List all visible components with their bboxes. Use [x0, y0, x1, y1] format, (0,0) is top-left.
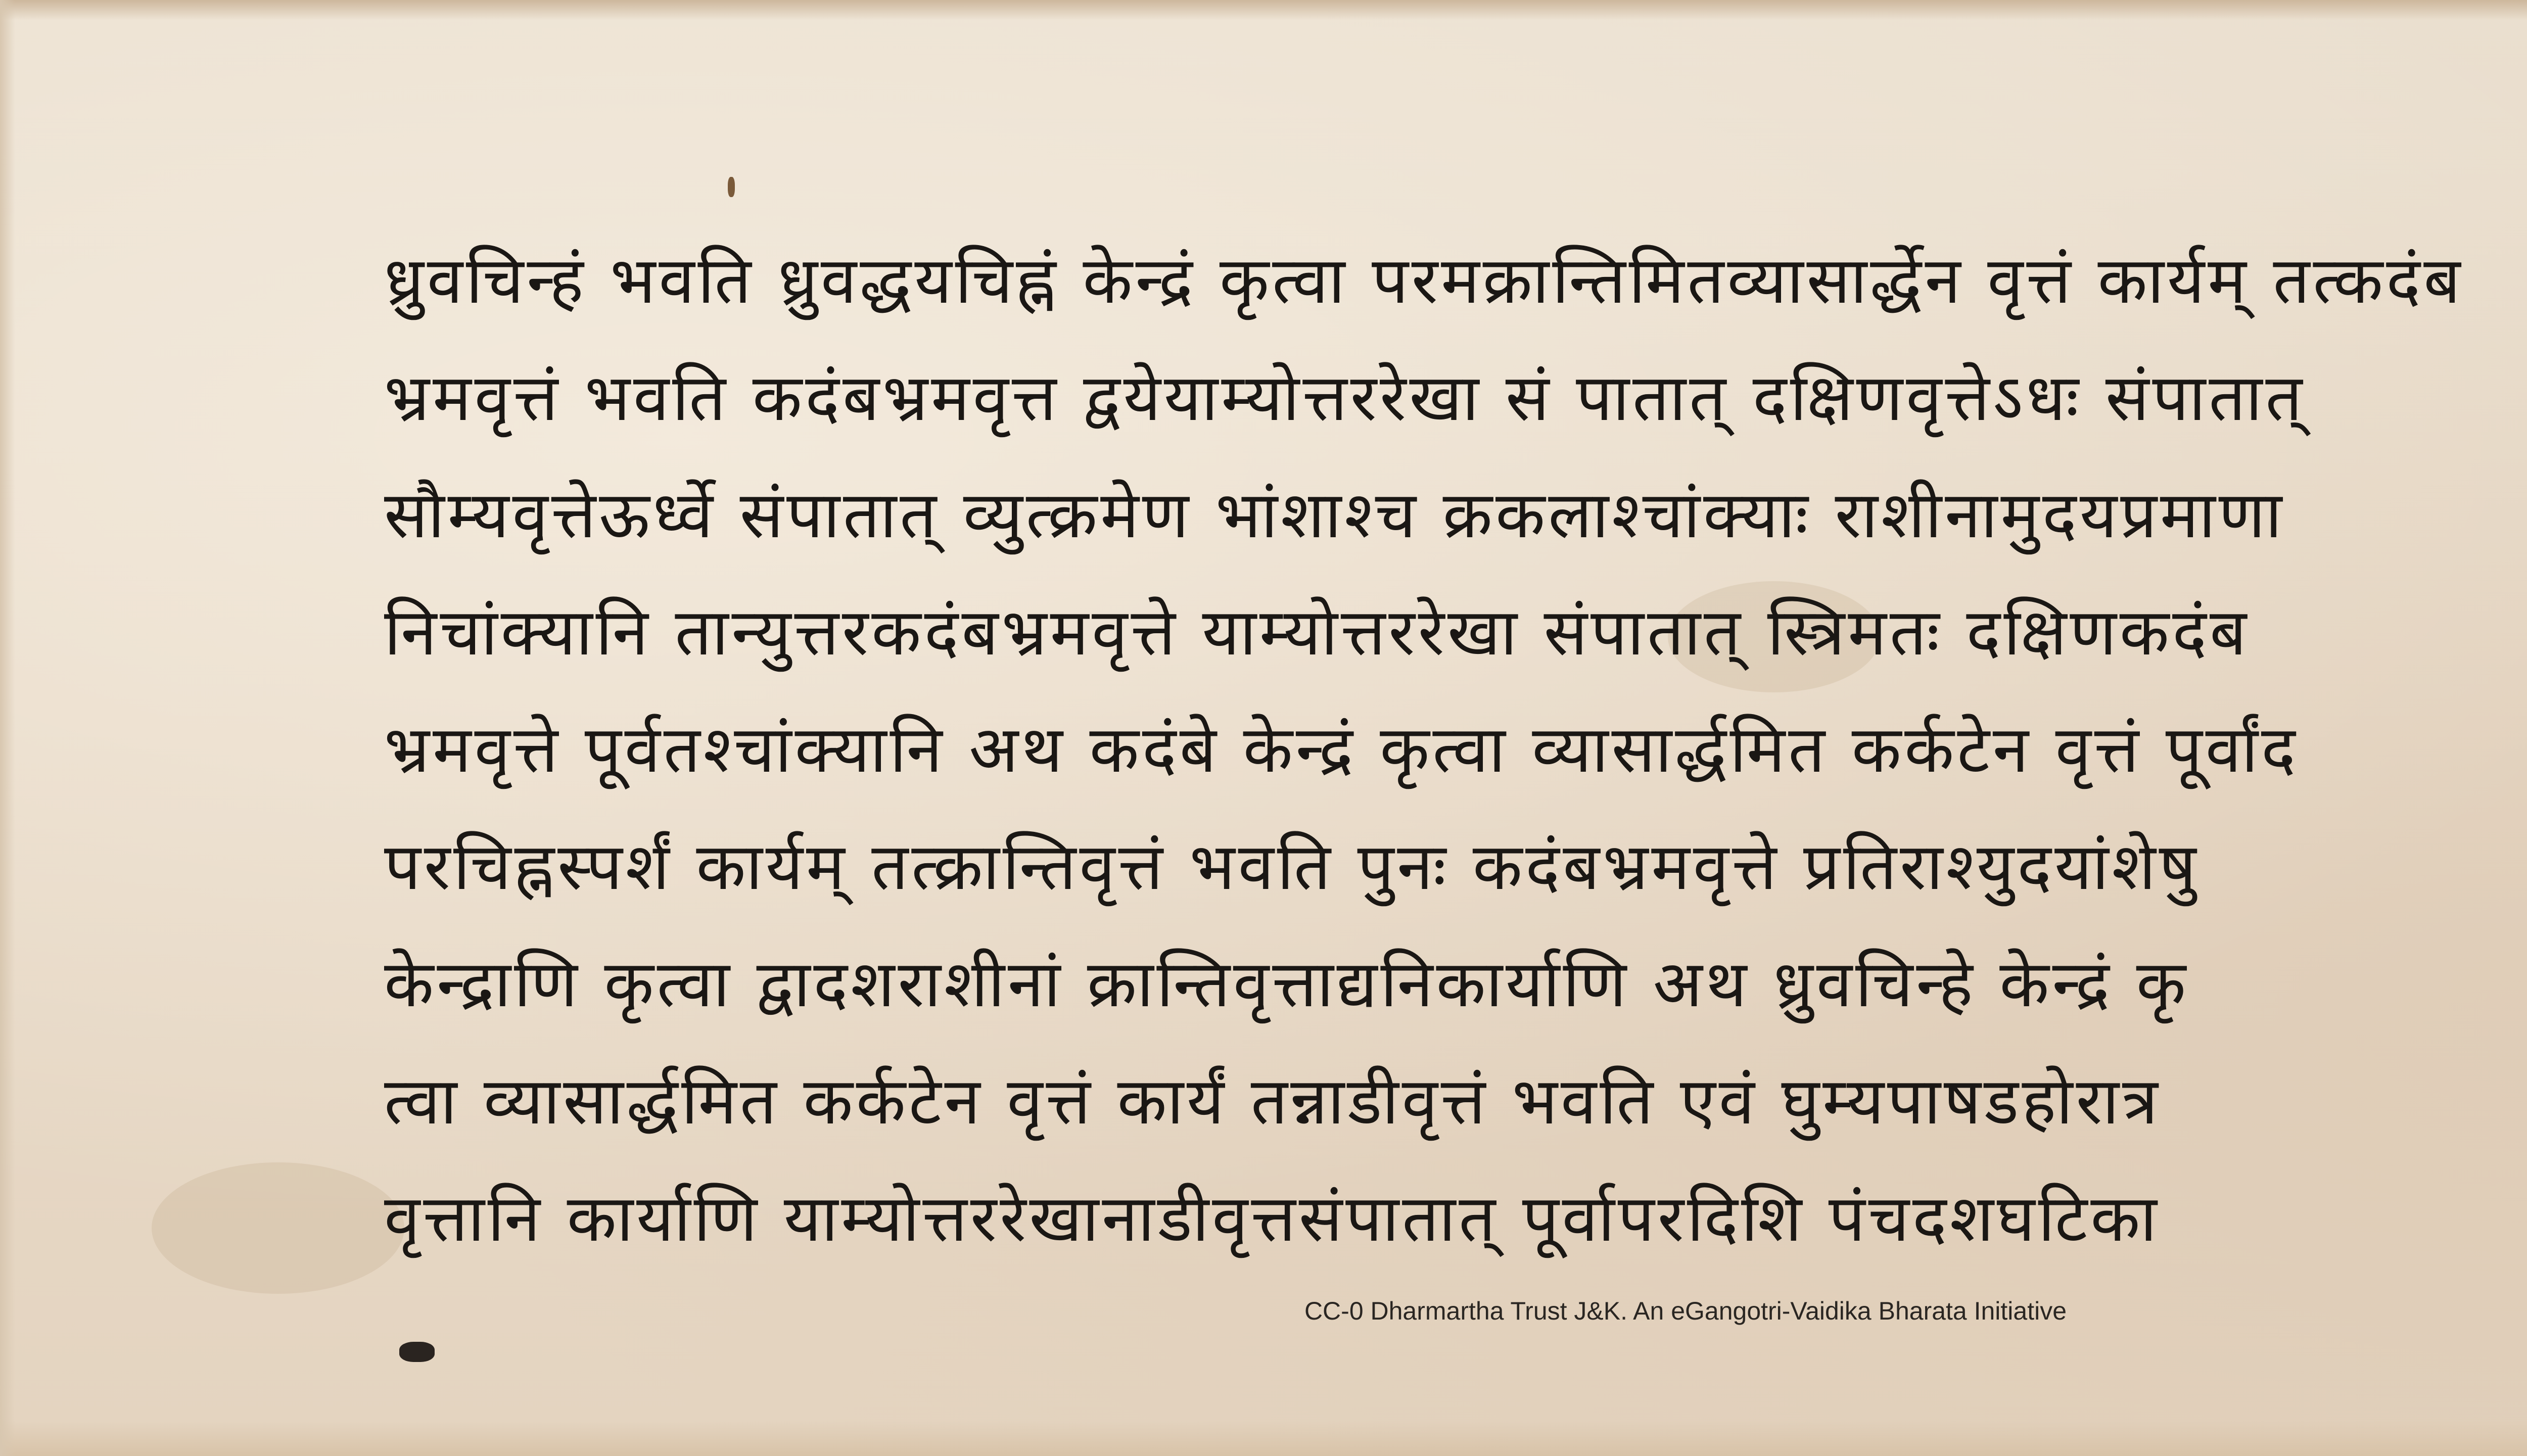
archive-credit: CC-0 Dharmartha Trust J&K. An eGangotri-Vaidika Bharata Initiative — [1304, 1297, 2067, 1325]
manuscript-line-6: परचिह्नस्पर्शं कार्यम् तत्क्रान्तिवृत्तं भवति पुनः कदंबभ्रमवृत्ते प्रतिराश्युदयांशेषु — [384, 829, 2200, 905]
page-edge-left — [0, 0, 15, 1456]
manuscript-line-4: निचांक्यानि तान्युत्तरकदंबभ्रमवृत्ते याम्योत्तररेखा संपातात् स्त्रिमतः दक्षिणकदंब — [384, 595, 2250, 670]
ink-speck — [399, 1342, 435, 1362]
manuscript-line-1: ध्रुवचिन्हं भवति ध्रुवद्धयचिह्नं केन्द्रं कृत्वा परमक्रान्तिमितव्यासार्द्धेन वृत्तं कार्यम् तत्कदंब — [384, 243, 2464, 318]
page-edge-bottom — [0, 1421, 2527, 1456]
manuscript-line-7: केन्द्राणि कृत्वा द्वादशराशीनां क्रान्तिवृत्ताद्यनिकार्याणि अथ ध्रुवचिन्हे केन्द्रं कृ — [384, 947, 2189, 1022]
manuscript-line-5: भ्रमवृत्ते पूर्वतश्चांक्यानि अथ कदंबे केन्द्रं कृत्वा व्यासार्द्धमित कर्कटेन वृत्तं पूर्वांद — [384, 712, 2299, 787]
ink-speck — [728, 177, 735, 197]
manuscript-text-block — [384, 222, 2527, 1278]
paper-stain — [152, 1162, 404, 1294]
manuscript-line-9: वृत्तानि कार्याणि याम्योत्तररेखानाडीवृत्तसंपातात् पूर्वापरदिशि पंचदशघटिका — [384, 1181, 2160, 1256]
page-edge-top — [0, 0, 2527, 20]
manuscript-line-8: त्वा व्यासार्द्धमित कर्कटेन वृत्तं कार्यं तन्नाडीवृत्तं भवति एवं घुम्यपाषडहोरात्र — [384, 1064, 2161, 1139]
manuscript-line-2: भ्रमवृत्तं भवति कदंबभ्रमवृत्त द्वयेयाम्योत्तररेखा सं पातात् दक्षिणवृत्तेऽधः संपातात् — [384, 360, 2306, 436]
manuscript-line-3: सौम्यवृत्तेऊर्ध्वे संपातात् व्युत्क्रमेण भांशाश्च क्रकलाश्चांक्याः राशीनामुदयप्रमाणा — [384, 478, 2285, 553]
